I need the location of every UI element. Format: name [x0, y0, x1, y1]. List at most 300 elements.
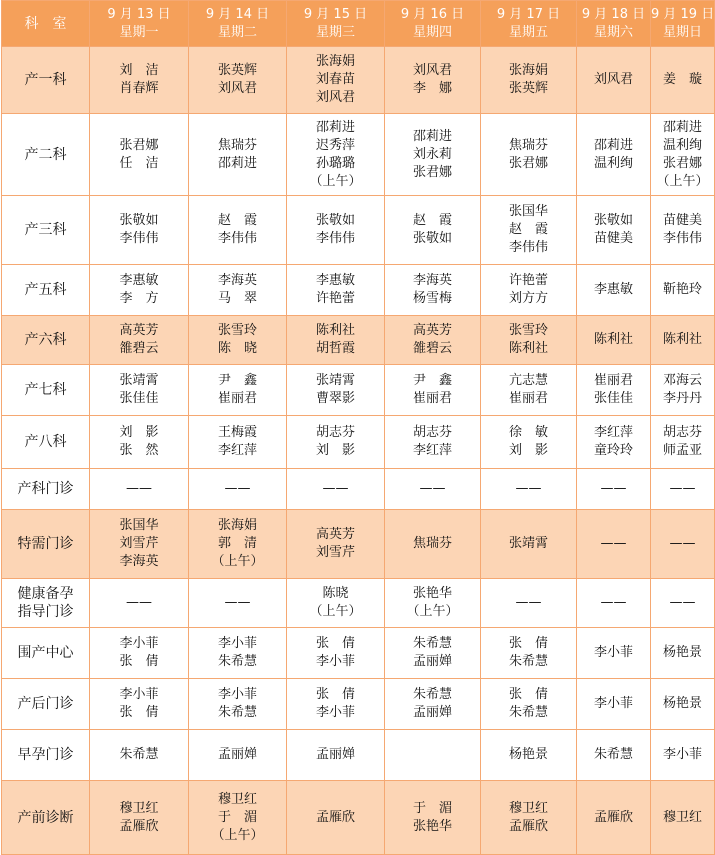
duty-cell [577, 316, 651, 365]
staff-name: 李红萍 [217, 443, 257, 458]
staff-name: 李小菲 [662, 747, 702, 762]
staff-name: 孟雁欣 [508, 818, 548, 834]
staff-name: 赵 霞 [412, 213, 452, 228]
duty-cell [651, 469, 715, 510]
staff-name: 任 洁 [119, 155, 159, 171]
staff-name: 张 倩 [315, 687, 355, 702]
staff-name: 崔丽君 [217, 391, 257, 406]
staff-name: 杨艳景 [662, 645, 702, 660]
day-weekday: 星期六 [593, 24, 633, 40]
duty-cell [577, 365, 651, 416]
day-weekday: 星期三 [315, 24, 355, 40]
staff-name: 张 倩 [315, 636, 355, 651]
staff-name: 孟丽婵 [412, 654, 452, 669]
roster-row [2, 510, 715, 579]
duty-cell [189, 628, 287, 679]
staff-name: （上午） [211, 827, 264, 843]
duty-cell [481, 196, 577, 265]
duty-cell [189, 114, 287, 196]
staff-name: —— [224, 595, 251, 610]
staff-name: 朱希慧 [119, 747, 159, 762]
staff-name: 焦瑞芬 [508, 137, 548, 153]
staff-name: 苗健美 [593, 231, 633, 246]
duty-cell [189, 196, 287, 265]
dept-name-line: 产五科 [24, 282, 67, 298]
staff-name: 师孟亚 [662, 443, 702, 458]
duty-cell [90, 114, 189, 196]
staff-name: 刘风君 [315, 90, 355, 105]
roster-row [2, 196, 715, 265]
staff-name: 崔丽君 [593, 373, 633, 388]
dept-name [2, 316, 90, 365]
duty-cell [481, 781, 577, 855]
staff-name: 李丹丹 [662, 391, 702, 406]
staff-name: 孙璐璐 [315, 155, 355, 171]
roster-row [2, 47, 715, 114]
duty-cell [651, 365, 715, 416]
duty-cell [385, 628, 481, 679]
duty-cell [385, 416, 481, 469]
dept-name-line: 产后门诊 [17, 696, 74, 712]
staff-name: 李伟伟 [119, 231, 159, 246]
duty-cell [189, 365, 287, 416]
staff-name: 张靖霄 [315, 373, 355, 388]
dept-name-line: 产七科 [24, 382, 67, 398]
dept-name [2, 196, 90, 265]
dept-name [2, 679, 90, 730]
dept-name-line: 产三科 [24, 222, 67, 238]
duty-cell [577, 510, 651, 579]
duty-cell [481, 316, 577, 365]
duty-cell [90, 47, 189, 114]
roster-row [2, 114, 715, 196]
staff-name: 李小菲 [315, 654, 355, 669]
staff-name: 于 湄 [412, 800, 452, 816]
duty-cell [481, 265, 577, 316]
dept-name [2, 781, 90, 855]
roster-row [2, 416, 715, 469]
duty-cell [287, 114, 385, 196]
duty-cell [287, 628, 385, 679]
staff-name: 张国华 [119, 518, 159, 533]
dept-name-line: 产八科 [24, 434, 67, 450]
day-header [287, 1, 385, 47]
duty-cell [385, 469, 481, 510]
day-header [481, 1, 577, 47]
duty-cell [481, 365, 577, 416]
staff-name: —— [419, 481, 446, 496]
staff-name: （上午） [656, 173, 709, 189]
staff-name: 朱希慧 [593, 747, 633, 762]
duty-cell [481, 679, 577, 730]
staff-name: 李惠敏 [593, 282, 633, 297]
duty-cell [481, 416, 577, 469]
duty-cell [481, 510, 577, 579]
staff-name: 刘风君 [412, 63, 452, 78]
staff-name: 张艳华 [412, 818, 452, 834]
day-weekday: 星期四 [412, 24, 452, 40]
staff-name: 李红萍 [593, 425, 633, 440]
duty-cell [90, 679, 189, 730]
staff-name: 陈 晓 [217, 341, 257, 356]
duty-cell [481, 469, 577, 510]
duty-cell [385, 730, 481, 781]
staff-name: 张敬如 [412, 231, 452, 246]
day-date: 9 月 17 日 [496, 6, 561, 22]
staff-name: 孟丽婵 [217, 747, 257, 762]
duty-cell [651, 265, 715, 316]
day-header [577, 1, 651, 47]
staff-name: 郭 清 [217, 536, 257, 551]
staff-name: 刘雪芹 [119, 536, 159, 551]
staff-name: 邵莉进 [217, 155, 257, 171]
staff-name: 李惠敏 [315, 273, 355, 288]
duty-cell [90, 365, 189, 416]
dept-name-line: 围产中心 [17, 645, 74, 661]
duty-cell [189, 679, 287, 730]
duty-cell [577, 416, 651, 469]
staff-name: 胡哲霞 [315, 341, 355, 356]
staff-name: 李海英 [217, 273, 257, 288]
staff-name: —— [669, 481, 696, 496]
staff-name: 朱希慧 [508, 654, 548, 669]
roster-row [2, 781, 715, 855]
duty-cell [651, 510, 715, 579]
header-row [2, 1, 715, 47]
staff-name: 马 翠 [217, 291, 257, 306]
staff-name: 张靖霄 [119, 373, 159, 388]
duty-cell [189, 265, 287, 316]
staff-name: 邵莉进 [412, 128, 452, 144]
duty-cell [651, 196, 715, 265]
staff-name: 李海英 [412, 273, 452, 288]
staff-name: 邵莉进 [593, 137, 633, 153]
duty-cell [287, 265, 385, 316]
staff-name: 邓海云 [662, 373, 702, 388]
staff-name: （上午） [406, 604, 459, 619]
staff-name: 高英芳 [315, 527, 355, 542]
duty-cell [481, 628, 577, 679]
staff-name: 苗健美 [662, 213, 702, 228]
staff-name: —— [600, 536, 627, 551]
staff-name: 张海娟 [217, 518, 257, 533]
day-header [385, 1, 481, 47]
duty-cell [189, 316, 287, 365]
duty-cell [287, 316, 385, 365]
staff-name: 张雪玲 [217, 323, 257, 338]
day-date: 9 月 14 日 [205, 6, 270, 22]
staff-name: 杨艳景 [508, 747, 548, 762]
staff-name: 李伟伟 [662, 231, 702, 246]
staff-name: 李小菲 [119, 636, 159, 651]
dept-name [2, 469, 90, 510]
staff-name: 张 倩 [119, 705, 159, 720]
staff-name: 张艳华 [412, 586, 452, 601]
dept-name-line: 产六科 [24, 332, 67, 348]
staff-name: 刘风君 [593, 72, 633, 87]
staff-name: 童玲玲 [593, 443, 633, 458]
staff-name: 孟丽婵 [315, 747, 355, 762]
staff-name: 张雪玲 [508, 323, 548, 338]
staff-name: 李红萍 [412, 443, 452, 458]
staff-name: 于 湄 [217, 809, 257, 825]
staff-name: —— [669, 595, 696, 610]
staff-name: 张君娜 [662, 155, 702, 171]
staff-name: 胡志芬 [662, 425, 702, 440]
staff-name: 刘 影 [119, 425, 159, 440]
duty-cell [287, 579, 385, 628]
duty-cell [90, 781, 189, 855]
duty-roster-table [1, 0, 715, 855]
staff-name: 李伟伟 [217, 231, 257, 246]
staff-name: 高英芳 [119, 323, 159, 338]
staff-name: 孟雁欣 [593, 809, 633, 825]
staff-name: 许艳蕾 [315, 291, 355, 306]
duty-cell [577, 469, 651, 510]
staff-name: 李惠敏 [119, 273, 159, 288]
duty-cell [189, 781, 287, 855]
staff-name: 赵 霞 [508, 222, 548, 237]
roster-body [2, 47, 715, 855]
duty-cell [385, 114, 481, 196]
dept-name [2, 416, 90, 469]
staff-name: 张国华 [508, 204, 548, 219]
staff-name: 温利绚 [593, 155, 633, 171]
staff-name: 胡志芬 [412, 425, 452, 440]
staff-name: 李海英 [119, 554, 159, 569]
duty-cell [577, 679, 651, 730]
duty-cell [287, 365, 385, 416]
staff-name: 刘 影 [508, 443, 548, 458]
staff-name: 曹翠影 [315, 391, 355, 406]
duty-cell [189, 730, 287, 781]
duty-cell [189, 469, 287, 510]
dept-name [2, 265, 90, 316]
staff-name: 杨雪梅 [412, 291, 452, 306]
duty-cell [90, 469, 189, 510]
staff-name: 胡志芬 [315, 425, 355, 440]
duty-cell [651, 679, 715, 730]
roster-row [2, 628, 715, 679]
duty-cell [287, 196, 385, 265]
staff-name: 陈晓 [322, 586, 349, 601]
duty-cell [90, 265, 189, 316]
roster-row [2, 730, 715, 781]
staff-name: （上午） [309, 173, 362, 189]
duty-cell [577, 47, 651, 114]
duty-cell [481, 114, 577, 196]
duty-cell [651, 781, 715, 855]
duty-cell [577, 730, 651, 781]
roster-row [2, 579, 715, 628]
staff-name: 朱希慧 [412, 687, 452, 702]
staff-name: 刘方方 [508, 291, 548, 306]
duty-cell [90, 196, 189, 265]
duty-cell [90, 316, 189, 365]
staff-name: 李小菲 [315, 705, 355, 720]
staff-name: 雒碧云 [412, 341, 452, 356]
staff-name: 赵 霞 [217, 213, 257, 228]
staff-name: 穆卫红 [119, 800, 159, 816]
staff-name: 穆卫红 [217, 791, 257, 807]
dept-name-line: 产前诊断 [17, 809, 74, 826]
roster-row [2, 469, 715, 510]
staff-name: 张君娜 [412, 164, 452, 180]
staff-name: 张 倩 [508, 687, 548, 702]
day-weekday: 星期五 [508, 24, 548, 40]
duty-cell [651, 730, 715, 781]
staff-name: 焦瑞芬 [412, 536, 452, 551]
staff-name: 张敬如 [119, 213, 159, 228]
staff-name: 刘永莉 [412, 146, 452, 162]
duty-cell [287, 510, 385, 579]
staff-name: 许艳蕾 [508, 273, 548, 288]
staff-name: 张 倩 [508, 636, 548, 651]
staff-name: 张海娟 [315, 54, 355, 69]
staff-name: 朱希慧 [217, 654, 257, 669]
dept-name [2, 114, 90, 196]
staff-name: —— [515, 481, 542, 496]
staff-name: 李 方 [119, 291, 159, 306]
staff-name: 孟丽婵 [412, 705, 452, 720]
day-header [651, 1, 715, 47]
duty-cell [189, 510, 287, 579]
staff-name: 张君娜 [119, 137, 159, 153]
duty-cell [577, 265, 651, 316]
staff-name: 李伟伟 [315, 231, 355, 246]
dept-name [2, 365, 90, 416]
staff-name: 尹 鑫 [412, 373, 452, 388]
staff-name: （上午） [211, 554, 264, 569]
day-weekday: 星期日 [662, 24, 702, 40]
dept-name-line: 产一科 [24, 72, 67, 88]
staff-name: —— [224, 481, 251, 496]
staff-name: 邵莉进 [315, 119, 355, 135]
duty-cell [651, 114, 715, 196]
staff-name: 张佳佳 [593, 391, 633, 406]
dept-name-line: 特需门诊 [17, 536, 74, 552]
duty-cell [90, 510, 189, 579]
staff-name: 张君娜 [508, 155, 548, 171]
duty-cell [577, 196, 651, 265]
day-date: 9 月 13 日 [107, 6, 171, 22]
staff-name: 陈利社 [315, 323, 355, 338]
staff-name: 迟秀萍 [315, 137, 355, 153]
duty-cell [385, 579, 481, 628]
dept-name [2, 47, 90, 114]
duty-cell [385, 365, 481, 416]
staff-name: 朱希慧 [412, 636, 452, 651]
dept-name-line: 产科门诊 [17, 481, 74, 497]
dept-name [2, 730, 90, 781]
duty-cell [385, 196, 481, 265]
duty-cell [90, 628, 189, 679]
staff-name: 刘春苗 [315, 72, 355, 87]
duty-cell [287, 679, 385, 730]
duty-cell [577, 579, 651, 628]
duty-cell [577, 114, 651, 196]
duty-cell [189, 47, 287, 114]
duty-cell [90, 730, 189, 781]
dept-column-header: 科 室 [2, 1, 90, 47]
duty-cell [651, 416, 715, 469]
duty-cell [481, 579, 577, 628]
staff-name: 雒碧云 [119, 341, 159, 356]
staff-name: 陈利社 [593, 332, 633, 347]
staff-name: —— [126, 595, 152, 610]
duty-cell [385, 510, 481, 579]
staff-name: 刘雪芹 [315, 545, 355, 560]
staff-name: 张 倩 [119, 654, 159, 669]
staff-name: 陈利社 [662, 332, 702, 347]
staff-name: —— [600, 481, 627, 496]
staff-name: 朱希慧 [508, 705, 548, 720]
day-date: 9 月 15 日 [303, 6, 368, 22]
staff-name: 李伟伟 [508, 240, 548, 255]
staff-name: —— [669, 536, 696, 551]
staff-name: 肖春辉 [119, 81, 159, 96]
staff-name: 张海娟 [508, 63, 548, 78]
staff-name: 姜 璇 [662, 72, 702, 87]
staff-name: 刘 洁 [119, 63, 159, 78]
duty-cell [385, 316, 481, 365]
staff-name: 穆卫红 [508, 800, 548, 816]
staff-name: 张英辉 [217, 63, 257, 78]
duty-cell [577, 781, 651, 855]
staff-name: 李小菲 [217, 687, 257, 702]
duty-cell [287, 730, 385, 781]
roster-row [2, 316, 715, 365]
staff-name: —— [515, 595, 542, 610]
duty-cell [189, 579, 287, 628]
staff-name: 尹 鑫 [217, 373, 257, 388]
staff-name: 靳艳玲 [662, 282, 702, 297]
staff-name: 崔丽君 [412, 391, 452, 406]
staff-name: 李 娜 [412, 81, 452, 96]
duty-cell [651, 579, 715, 628]
staff-name: 焦瑞芬 [217, 137, 257, 153]
duty-cell [287, 781, 385, 855]
duty-cell [287, 469, 385, 510]
staff-name: 崔丽君 [508, 391, 548, 406]
duty-cell [481, 730, 577, 781]
staff-name: 孟雁欣 [119, 818, 159, 834]
day-header [189, 1, 287, 47]
duty-cell [651, 47, 715, 114]
dept-name-line: 指导门诊 [17, 604, 74, 620]
staff-name: （上午） [309, 604, 362, 619]
staff-name: —— [322, 481, 349, 496]
staff-name: —— [600, 595, 627, 610]
duty-cell [651, 316, 715, 365]
duty-cell [90, 579, 189, 628]
dept-name-line: 产二科 [24, 146, 67, 163]
duty-cell [287, 47, 385, 114]
duty-cell [481, 47, 577, 114]
staff-name: 张佳佳 [119, 391, 159, 406]
staff-name: 李小菲 [217, 636, 257, 651]
staff-name: 陈利社 [508, 341, 548, 356]
duty-cell [385, 679, 481, 730]
staff-name: 张靖霄 [508, 536, 548, 551]
staff-name: 张 然 [119, 443, 159, 458]
day-weekday: 星期一 [119, 24, 159, 40]
duty-cell [287, 416, 385, 469]
duty-cell [189, 416, 287, 469]
duty-cell [385, 781, 481, 855]
duty-cell [651, 628, 715, 679]
staff-name: 穆卫红 [662, 809, 702, 825]
